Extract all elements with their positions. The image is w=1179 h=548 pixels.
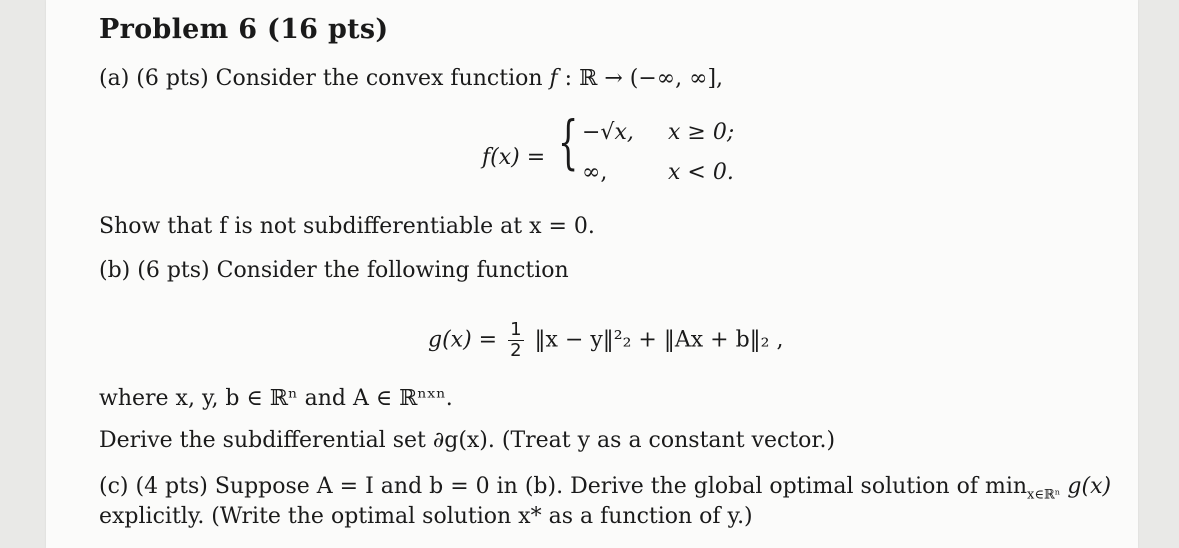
g-lhs: g(x) = xyxy=(428,327,498,353)
case1-condition: x ≥ 0; xyxy=(668,120,735,145)
problem-title: Problem 6 (16 pts) xyxy=(99,14,389,45)
f-symbol: f xyxy=(549,66,558,91)
part-c-line1-text: (c) (4 pts) Suppose A = I and b = 0 in (b). Derive the global optimal solution of min xyxy=(99,474,1028,499)
part-a-show: Show that f is not subdifferentiable at x = 0. xyxy=(99,214,595,239)
g-rhs: ‖x − y‖²₂ + ‖Ax + b‖₂ , xyxy=(534,327,784,353)
fraction-numerator: 1 xyxy=(510,319,522,340)
part-b-derive: Derive the subdifferential set ∂g(x). (Treat y as a constant vector.) xyxy=(99,428,836,453)
part-a-intro-text: (a) (6 pts) Consider the convex function xyxy=(99,66,550,91)
part-b-intro: (b) (6 pts) Consider the following function xyxy=(99,258,569,283)
min-subscript: x∈ℝⁿ xyxy=(1027,487,1061,503)
case1-expression: −√x, xyxy=(582,120,634,145)
part-c-line1-end: g(x) xyxy=(1060,474,1112,499)
part-c-line2: explicitly. (Write the optimal solution x* as a function of y.) xyxy=(99,504,753,529)
part-b-where: where x, y, b ∈ ℝⁿ and A ∈ ℝⁿˣⁿ. xyxy=(99,386,453,411)
piecewise-brace-icon: { xyxy=(558,108,579,176)
piecewise-lhs: f(x) = xyxy=(482,145,546,170)
case2-expression: ∞, xyxy=(582,160,608,185)
g-definition xyxy=(428,320,783,361)
case2-condition: x < 0. xyxy=(668,160,734,185)
part-c-line1 xyxy=(99,474,1111,502)
f-domain: : ℝ → (−∞, ∞], xyxy=(557,66,724,91)
part-a-intro xyxy=(99,66,723,91)
fraction-denominator: 2 xyxy=(510,340,522,361)
one-half-fraction xyxy=(508,320,523,361)
